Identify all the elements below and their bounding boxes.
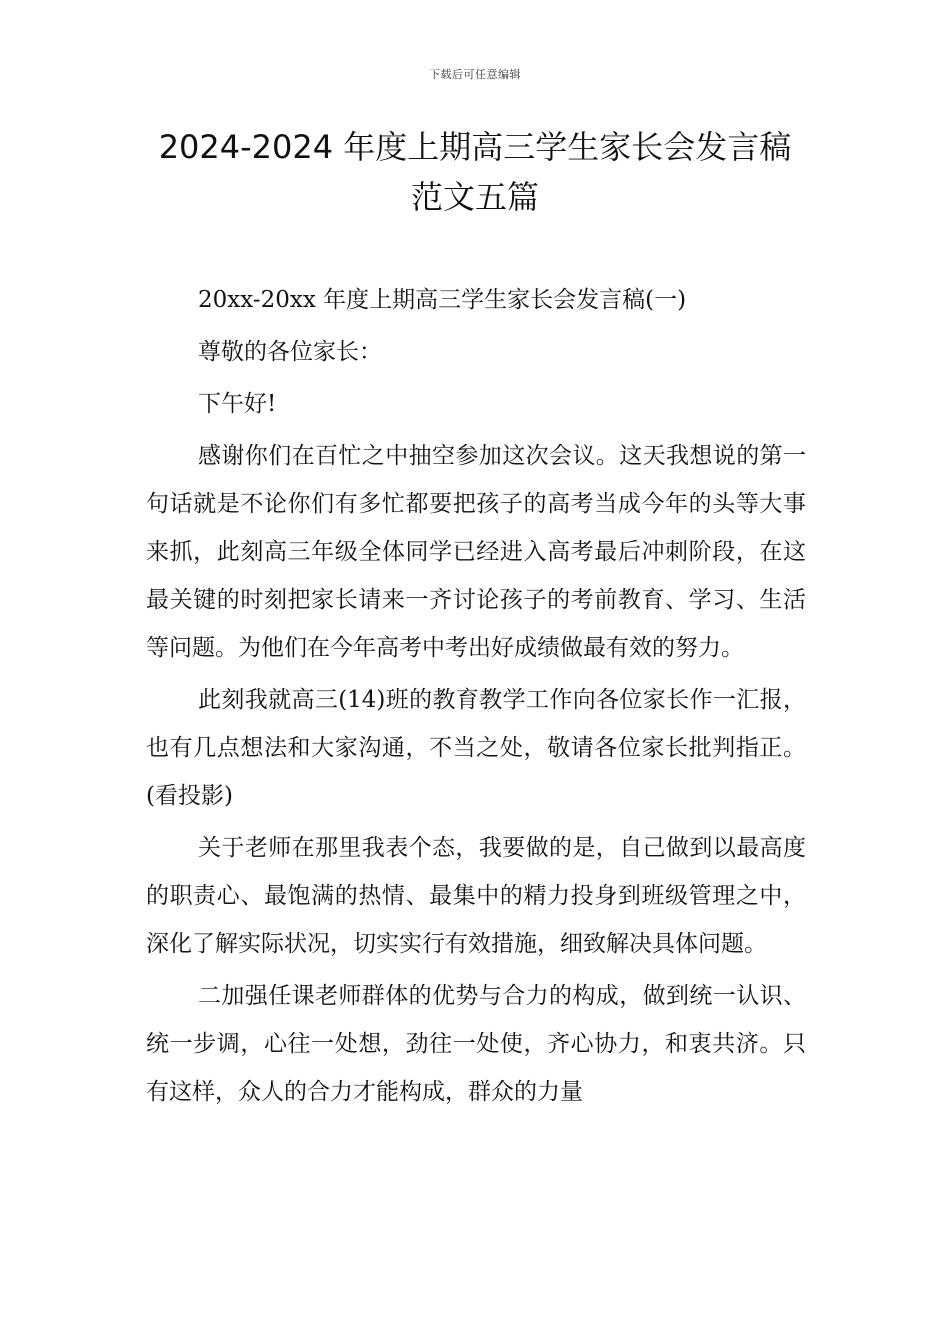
body-paragraph: 感谢你们在百忙之中抽空参加这次会议。这天我想说的第一句话就是不论你们有多忙都要把孩子的高考当成今年的头等大事来抓，此刻高三年级全体同学已经进入高考最后冲刺阶段，在这最关键的时刻把家长请来一齐讨论孩子的考前教育、学习、生活等问题。为他们在今年高考中考出好成绩做最有效的努力。 [146, 443, 806, 661]
body-paragraph: 二加强任课老师群体的优势与合力的构成，做到统一认识、统一步调，心往一处想，劲往一处使，齐心协力，和衷共济。只有这样，众人的合力才能构成，群众的力量 [146, 983, 806, 1105]
header-note: 下载后可任意编辑 [429, 68, 521, 81]
section-heading: 20xx-20xx 年度上期高三学生家长会发言稿(一) [198, 287, 687, 313]
body-paragraph: 关于老师在那里我表个态，我要做的是，自己做到以最高度的职责心、最饱满的热情、最集中的精力投身到班级管理之中，深化了解实际状况，切实实行有效措施，细致解决具体问题。 [146, 835, 806, 957]
body-paragraph: 此刻我就高三(14)班的教育教学工作向各位家长作一汇报，也有几点想法和大家沟通，不当之处，敬请各位家长批判指正。(看投影) [146, 687, 806, 809]
greeting: 下午好! [198, 391, 277, 417]
document-body [146, 276, 806, 1120]
salutation: 尊敬的各位家长： [198, 339, 382, 365]
title-line-1: 2024-2024 年度上期高三学生家长会发言稿 [158, 128, 792, 166]
document-title [120, 122, 830, 222]
title-line-2: 范文五篇 [410, 178, 539, 216]
